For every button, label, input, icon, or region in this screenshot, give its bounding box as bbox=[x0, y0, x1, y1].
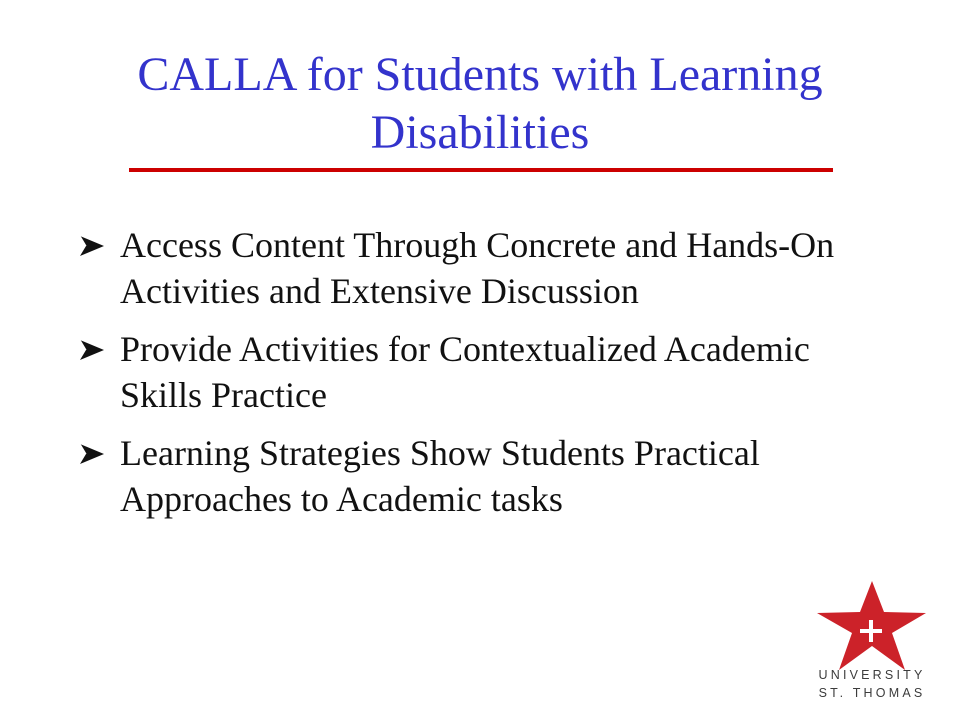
bullet-text: Access Content Through Concrete and Hands-On Activities and Extensive Discussion bbox=[120, 225, 835, 311]
title-underline-rule bbox=[129, 168, 833, 172]
bullet-list bbox=[78, 222, 898, 534]
bullet-item bbox=[78, 222, 898, 314]
bullet-item bbox=[78, 326, 898, 418]
arrowhead-bullet-icon bbox=[78, 234, 106, 258]
bullet-item bbox=[78, 430, 898, 522]
arrowhead-bullet-icon bbox=[78, 338, 106, 362]
star-cross-logo-icon bbox=[814, 580, 928, 672]
slide-title: CALLA for Students with Learning Disabilities bbox=[137, 48, 823, 159]
arrowhead-bullet-icon bbox=[78, 442, 106, 466]
logo-text-st-thomas: ST. THOMAS bbox=[818, 686, 926, 700]
bullet-text: Learning Strategies Show Students Practical Approaches to Academic tasks bbox=[120, 433, 760, 519]
logo-text-university: UNIVERSITY bbox=[818, 668, 926, 682]
university-logo bbox=[812, 580, 932, 710]
bullet-text: Provide Activities for Contextualized Academic Skills Practice bbox=[120, 329, 810, 415]
